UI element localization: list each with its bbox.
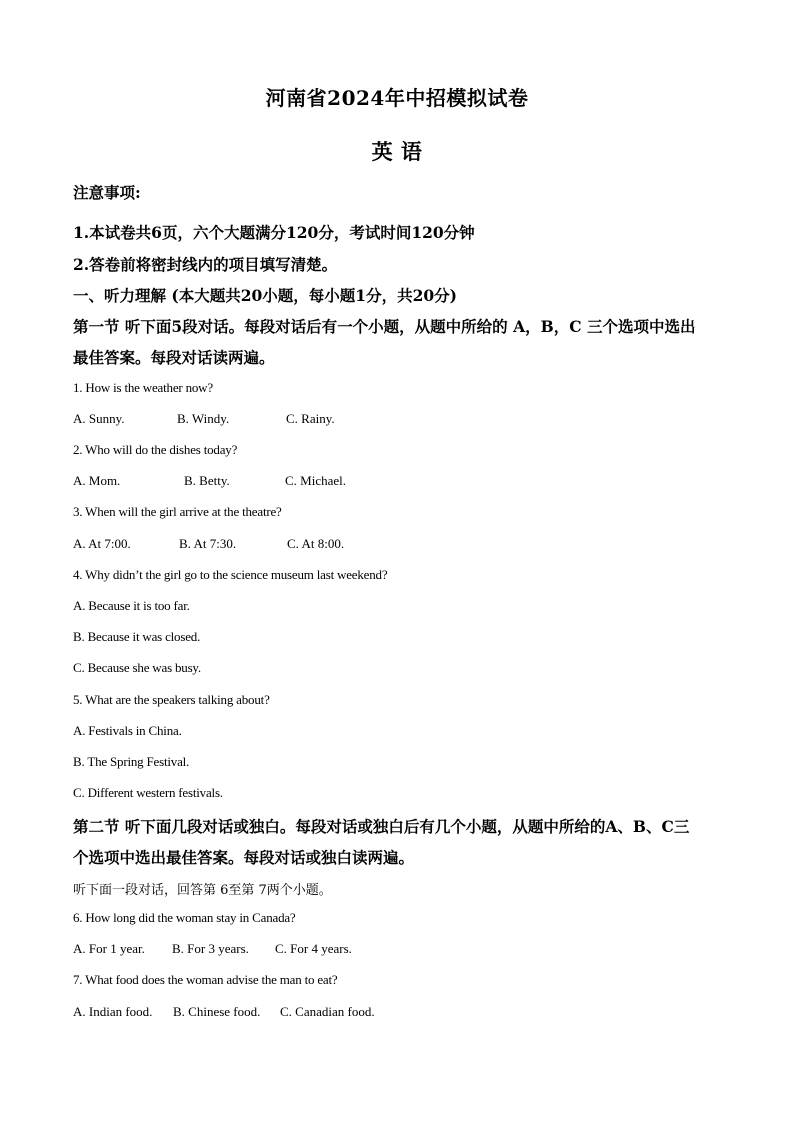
option-c: C. Rainy. [286, 411, 335, 426]
option-b: B. At 7:30. [179, 536, 237, 551]
option-a: A. At 7:00. [73, 536, 131, 551]
note-item-1: 1.本试卷共6页，六个大题满分120分，考试时间120分钟 [73, 223, 475, 242]
subject-title: 英 语 [371, 139, 423, 164]
option-a: A. Indian food. [73, 1004, 153, 1019]
note-item-2: 2.答卷前将密封线内的项目填写清楚。 [73, 255, 338, 274]
question-5: 5. What are the speakers talking about? [73, 692, 270, 707]
option-c: C. Canadian food. [280, 1004, 375, 1019]
option-b: B. For 3 years. [172, 941, 249, 956]
option-a: A. For 1 year. [73, 941, 145, 956]
option-a: A. Sunny. [73, 411, 125, 426]
question-5-option-c: C. Different western festivals. [73, 785, 223, 800]
question-4: 4. Why didn’t the girl go to the science museum last weekend? [73, 567, 388, 582]
notes-heading: 注意事项: [73, 183, 141, 202]
question-1: 1. How is the weather now? [73, 380, 213, 395]
option-c: C. Michael. [285, 473, 347, 488]
option-c: C. At 8:00. [287, 536, 345, 551]
part1-heading: 一、听力理解 (本大题共20小题，每小题1分，共20分) [73, 286, 457, 305]
section1-instruction-line1: 第一节 听下面5段对话。每段对话后有一个小题，从题中所给的 A，B，C 三个选项中选出 [73, 317, 696, 336]
question-4-option-c: C. Because she was busy. [73, 660, 201, 675]
question-6: 6. How long did the woman stay in Canada? [73, 910, 296, 925]
section2-instruction-line1: 第二节 听下面几段对话或独白。每段对话或独白后有几个小题，从题中所给的A、B、C三 [73, 817, 690, 836]
dialogue-intro: 听下面一段对话，回答第 6至第 7两个小题。 [73, 883, 332, 898]
question-7: 7. What food does the woman advise the man to eat? [73, 972, 338, 987]
question-4-option-b: B. Because it was closed. [73, 629, 201, 644]
option-a: A. Mom. [73, 473, 121, 488]
option-b: B. Chinese food. [173, 1004, 261, 1019]
question-4-option-a: A. Because it is too far. [73, 598, 190, 613]
question-3: 3. When will the girl arrive at the theatre? [73, 504, 282, 519]
question-5-option-b: B. The Spring Festival. [73, 754, 190, 769]
exam-title: 河南省2024年中招模拟试卷 [265, 86, 529, 110]
section2-instruction-line2: 个选项中选出最佳答案。每段对话或独白读两遍。 [73, 848, 415, 867]
option-b: B. Betty. [184, 473, 230, 488]
question-2: 2. Who will do the dishes today? [73, 442, 238, 457]
option-c: C. For 4 years. [275, 941, 352, 956]
option-b: B. Windy. [177, 411, 230, 426]
section1-instruction-line2: 最佳答案。每段对话读两遍。 [73, 348, 275, 367]
question-5-option-a: A. Festivals in China. [73, 723, 182, 738]
